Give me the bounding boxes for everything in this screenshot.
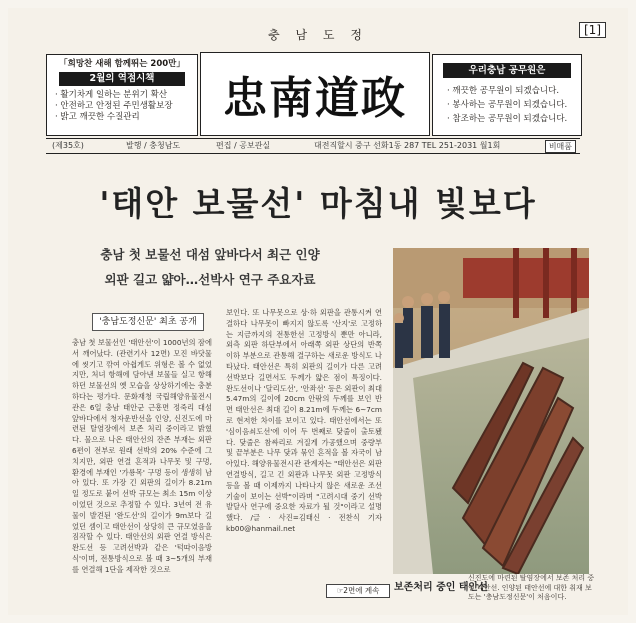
subhead-1: 충남 첫 보물선 대섬 앞바다서 최근 인양 — [100, 247, 320, 262]
article-column-2 — [226, 308, 382, 576]
price-badge: 비매품 — [545, 140, 576, 153]
shipwreck-photo-image — [393, 248, 589, 574]
headline: '태안 보물선' 마침내 빛보다 — [99, 184, 537, 223]
masthead-title: 忠南道政 — [223, 73, 407, 124]
slogan-top-line: 「희망찬 새해 함께뛰는 200만」 — [59, 59, 185, 69]
shipwreck-photo — [393, 248, 589, 574]
photo-caption: 신진도에 마련된 탈염장에서 보존 처리 중인 태안선. 인양된 태안선에 대한 취재 보도는 '충남도정신문'이 처음이다. — [468, 574, 595, 601]
slogan-box-left — [46, 54, 198, 136]
issue-number: (제35호) — [52, 141, 84, 150]
slogan-item: · 밝고 깨끗한 수질관리 — [55, 112, 140, 122]
pledge-bar-title: 우리충남 공무원은 — [443, 63, 571, 78]
pledge-item: · 참조하는 공무원이 되겠습니다. — [447, 114, 568, 124]
publisher: 발행 / 충청남도 — [126, 141, 181, 150]
subhead-2: 외판 길고 얇아…선박사 연구 주요자료 — [104, 272, 316, 287]
page-number: [1] — [579, 22, 606, 38]
pledge-box-right — [432, 54, 582, 136]
photo-caption-label: 보존처리 중인 태안선 — [394, 582, 488, 593]
article-text: 충남 첫 보물선인 '태안선'이 1000년의 잠에서 깨어났다. (관련기사 12면) 모진 바닷물에 씻기고 깎여 아쉽게도 위형은 볼 수 없었지만, 처녀 항해에 담아낸 보물들 실고 항해하던 보물선의 옛 모습을 상상하기에는 충분하다는 평가다. 문화재청 국립해양유물전시관은 6일 충남 태안군 근흥면 정죽리 대섬 앞바다에서 청자운반선을 인양, 신진도에 마련된 탈염장에서 보존 처리 중이라고 밝혔다. 물으로 나온 태안선의 잔존 부재는 외판 6편이 전부로 원래 선박의 20% 수준에 그치지만, 외판 연결 흔적과 나무못 및 구멍, 환경에 부재인 '가룡목' 구멍 등이 생생히 남아 있다. 또 가장 긴 외판의 길이가 8.21m일 정도로 붙어 선박 규모는 최소 15m 이상이었던 것으로 추정할 수 있다. 3년여 전 유물이 발견된 '완도선'의 길이가 9m보다 길었던 셈이고 태안선이 상당히 큰 규모였음을 짐작할 수 있다. 태안선의 외판 연결 방식은 완도선 등 고려선박과 같은 '턱따이음방식'이며, 전통방식으로 볼 때 3~5개의 부재를 연결해 1단을 제작한 것으로 — [72, 338, 212, 574]
running-title: 충 남 도 정 — [268, 28, 368, 42]
continued-marker: ☞2면에 계속 — [326, 584, 390, 598]
slogan-item: · 활기차게 일하는 분위기 확산 — [55, 90, 168, 100]
pledge-item: · 봉사하는 공무원이 되겠습니다. — [447, 100, 568, 110]
editor: 편집 / 공보관실 — [216, 141, 271, 150]
issue-info-bar — [46, 138, 580, 154]
article-text: 보인다. 또 나무못으로 상·하 외판을 관통시켜 연결하다 나무못이 빠지지 않도록 '산지'로 고정하는 지금까지의 전통한선 고정방식 뿐만 아니라, 외측 외판 하단부에서 아래쪽 외판 상단의 반쪽 이하 부분으로 관통해 결구하는 새로운 방식도 나타났다. 태안선은 특히 외판의 길이가 다른 고려선박보다 길면서도 두께가 얇은 점이 특징이다. 완도선이나 '달리도선', '안좌선' 등은 외판이 최대 5.47m의 길이에 20cm 안팎의 두께를 보인 반면 태안선은 최대 길이 8.21m에 두께는 6~7cm로 현저한 차이를 보이고 있다. 태안선에서는 또 '심이음쇠도선'에 이어 두 번째로 닻줄이 출토됐다. 닻줄은 참싸리로 겨질게 가공했으며 중량부 및 끝부분은 나무 닻과 묶인 흔적을 볼 자국이 남아있다. 해양유물전시관 관계자는 "태안선은 외판 연결방식, 길고 긴 외판과 나무못 외판 고정방식 등을 볼 때 이제까지 나타나지 않은 새로운 조선기술이 보이는 선박"이라며 "고려시대 중기 선박발달사 연구에 중요한 자료가 될 것"이라고 설명했다. /글 · 사진=김태신 · 전찬식 기자 kb00@hanmail.net — [226, 308, 382, 533]
pledge-item: · 깨끗한 공무원이 되겠습니다. — [447, 86, 560, 96]
address-line: 대전직할시 중구 선화1동 287 TEL 251-2031 월1회 — [314, 141, 501, 150]
slogan-item: · 안전하고 안정된 주민생활보장 — [55, 101, 173, 111]
newspaper-page — [8, 8, 628, 615]
slogan-bar-title: 2월의 역점시책 — [59, 72, 185, 86]
article-column-1 — [72, 338, 212, 586]
exclusive-tag: '충남도정신문' 최초 공개 — [92, 313, 204, 331]
masthead — [200, 52, 430, 136]
